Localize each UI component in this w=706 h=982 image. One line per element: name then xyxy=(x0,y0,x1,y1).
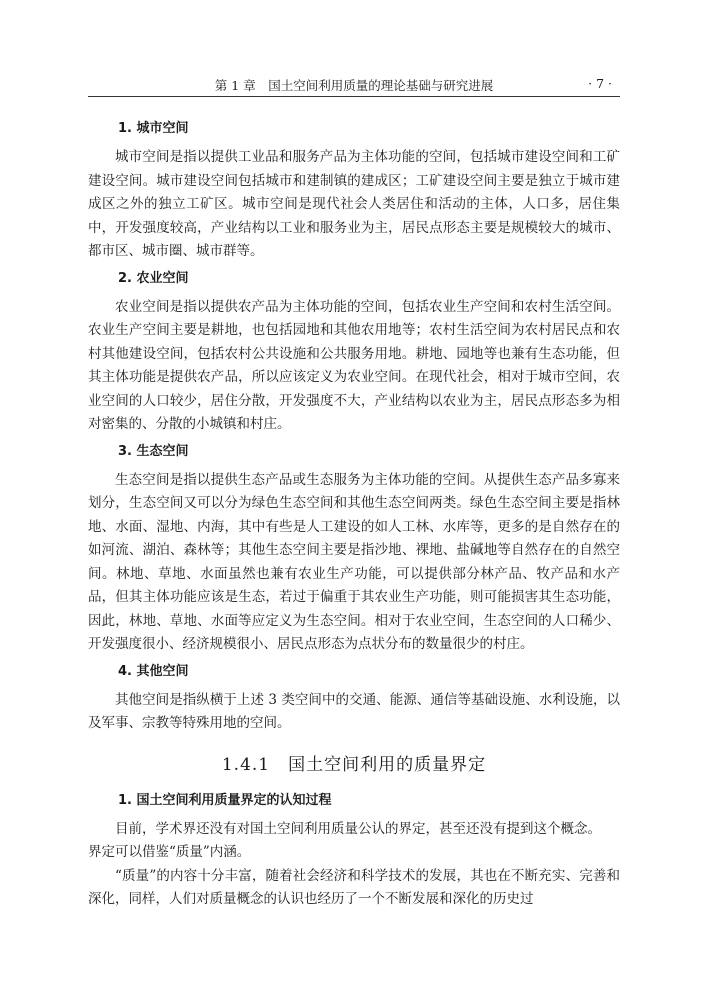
section-number: 1.4.1 xyxy=(221,754,271,775)
subsection-paragraph-2: 界定可以借鉴“质量”内涵。 xyxy=(88,844,251,860)
page-number: · 7 · xyxy=(588,76,612,91)
other-space-heading: 4. 其他空间 xyxy=(118,663,189,679)
ecological-space-paragraph: 生态空间是指以提供生态产品或生态服务为主体功能的空间。从提供生态产品多寡来划分，生态空间又可以分为绿色生态空间和其他生态空间两类。绿色生态空间主要是指林地、水面、湿地、内海，其中有些是人工建设的如人工林、水库等，更多的是自然存在的如河流、湖泊、森林等；其他生态空间主要是指沙地、裸地、盐碱地等自然存在的自然空间。林地、草地、水面虽然也兼有农业生产功能，可以提供部分林产品、牧产品和水产品，但其主体功能应该是生态，若过于偏重于其农业生产功能，则可能损害其生态功能，因此，林地、草地、水面等应定义为生态空间。相对于农业空间，生态空间的人口稀少、开发强度很小、经济规模很小、居民点形态为点状分布的数量很少的村庄。 xyxy=(88,471,620,652)
urban-space-paragraph: 城市空间是指以提供工业品和服务产品为主体功能的空间，包括城市建设空间和工矿建设空间。城市建设空间包括城市和建制镇的建成区；工矿建设空间主要是独立于城市建成区之外的独立工矿区。城市空间是现代社会人类居住和活动的主体，人口多，居住集中，开发强度较高，产业结构以工业和服务业为主，居民点形态主要是规模较大的城市、都市区、城市圈、城市群等。 xyxy=(88,149,620,259)
page-content xyxy=(88,114,620,912)
chapter-title: 第 1 章 国土空间利用质量的理论基础与研究进展 xyxy=(214,78,494,93)
subsection-paragraph-3: “质量”的内容十分丰富，随着社会经济和科学技术的发展，其也在不断充实、完善和深化，同样，人们对质量概念的认识也经历了一个不断发展和深化的历史过 xyxy=(88,867,620,907)
subsection-heading: 1. 国土空间利用质量界定的认知过程 xyxy=(118,792,332,808)
ecological-space-heading: 3. 生态空间 xyxy=(118,443,189,459)
subsection-paragraph-1: 目前，学术界还没有对国土空间利用质量公认的界定，甚至还没有提到这个概念。 xyxy=(115,820,601,837)
agricultural-space-paragraph: 农业空间是指以提供农产品为主体功能的空间，包括农业生产空间和农村生活空间。农业生产空间主要是耕地，也包括园地和其他农用地等；农村生活空间为农村居民点和农村其他建设空间，包括农村公共设施和公共服务用地。耕地、园地等也兼有生态功能，但其主体功能是提供农产品，所以应该定义为农业空间。在现代社会，相对于城市空间，农业空间的人口较少，居住分散，开发强度不大，产业结构以农业为主，居民点形态多为相对密集的、分散的小城镇和村庄。 xyxy=(88,298,620,432)
agricultural-space-heading: 2. 农业空间 xyxy=(118,270,189,286)
urban-space-heading: 1. 城市空间 xyxy=(118,121,189,136)
running-header xyxy=(88,74,620,97)
other-space-paragraph: 其他空间是指纵横于上述 3 类空间中的交通、能源、通信等基础设施、水利设施，以及军事、宗教等特殊用地的空间。 xyxy=(88,691,620,731)
section-heading-text: 国土空间利用的质量界定 xyxy=(288,754,487,775)
section-title xyxy=(88,750,620,780)
